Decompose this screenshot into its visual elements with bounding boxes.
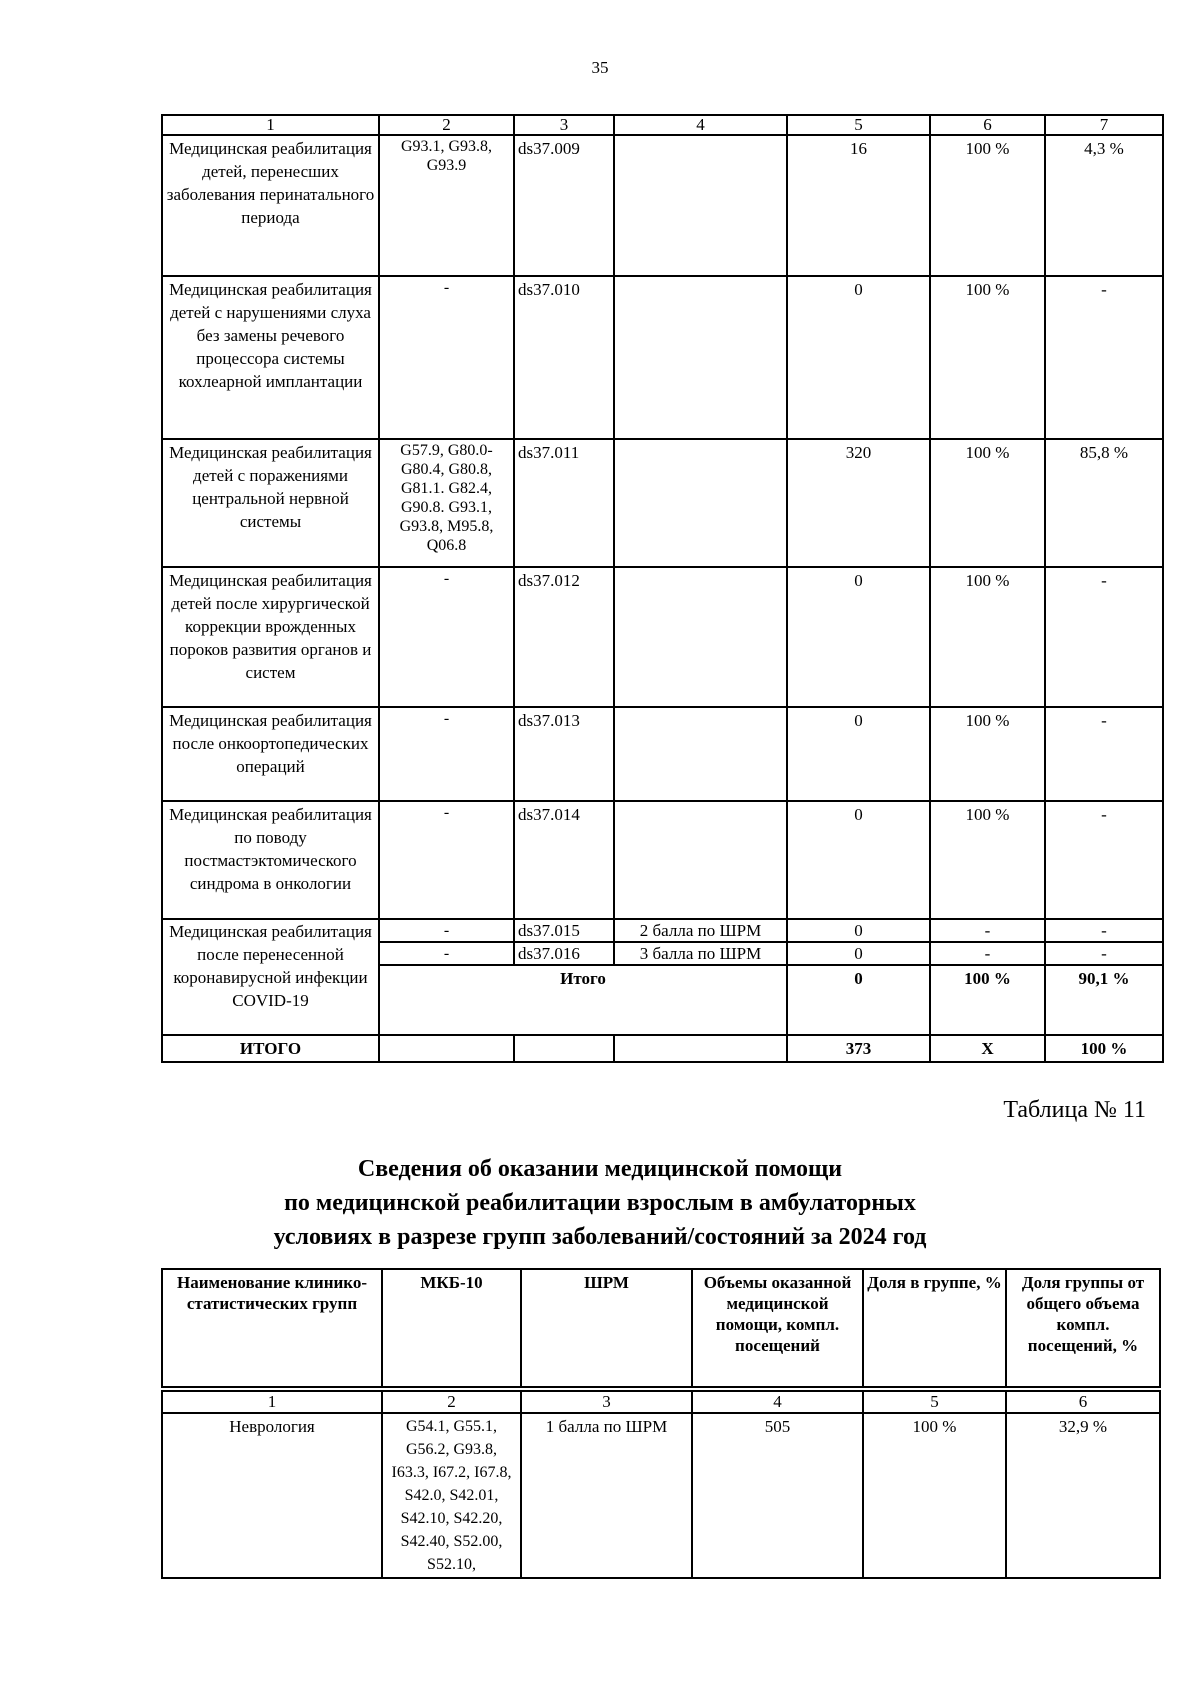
shrm-value <box>614 801 787 919</box>
table-row <box>162 1413 1160 1578</box>
mkb-codes: - <box>379 919 514 942</box>
empty-cell <box>379 1035 514 1062</box>
grand-total-share: X <box>930 1035 1045 1062</box>
mkb-codes: - <box>379 707 514 801</box>
group-share-value: - <box>1045 942 1163 965</box>
col-number: 6 <box>1006 1391 1160 1413</box>
column-number-row <box>162 1391 1160 1413</box>
ksg-code: ds37.015 <box>514 919 614 942</box>
group-share-value: - <box>1045 707 1163 801</box>
empty-cell <box>514 1035 614 1062</box>
volume-value: 0 <box>787 919 930 942</box>
volume-value: 505 <box>692 1413 863 1578</box>
group-name: Медицинская реабилитация детей, перенесших заболевания перинатального периода <box>162 135 379 276</box>
shrm-value <box>614 567 787 707</box>
column-header: Наименование клинико-статистических групп <box>162 1269 382 1387</box>
ksg-code: ds37.011 <box>514 439 614 567</box>
group-name: Медицинская реабилитация детей после хирургической коррекции врожденных пороков развития органов и систем <box>162 567 379 707</box>
title-line: Сведения об оказании медицинской помощи <box>357 1156 843 1182</box>
grand-total-group-share: 100 % <box>1045 1035 1163 1062</box>
shrm-value <box>614 276 787 439</box>
table-row <box>162 707 1163 801</box>
grand-total-row <box>162 1035 1163 1062</box>
volume-value: 0 <box>787 801 930 919</box>
share-value: 100 % <box>930 801 1045 919</box>
col-number: 5 <box>787 115 930 135</box>
rehab-children-table <box>161 114 1164 1063</box>
share-value: - <box>930 919 1045 942</box>
group-name: Неврология <box>162 1413 382 1578</box>
col-number: 4 <box>614 115 787 135</box>
share-value: 100 % <box>930 707 1045 801</box>
column-number-row <box>162 115 1163 135</box>
group-share-value: 32,9 % <box>1006 1413 1160 1578</box>
mkb-codes: G57.9, G80.0-G80.4, G80.8, G81.1. G82.4, G90.8. G93.1, G93.8, M95.8, Q06.8 <box>379 439 514 567</box>
group-share-value: - <box>1045 919 1163 942</box>
ksg-code: ds37.012 <box>514 567 614 707</box>
section-title <box>200 1152 1000 1254</box>
mkb-codes: - <box>379 801 514 919</box>
group-name: Медицинская реабилитация детей с поражениями центральной нервной системы <box>162 439 379 567</box>
col-number: 2 <box>379 115 514 135</box>
volume-value: 0 <box>787 567 930 707</box>
group-share-value: - <box>1045 567 1163 707</box>
column-header: Доля в группе, % <box>863 1269 1006 1387</box>
share-value: 100 % <box>930 276 1045 439</box>
ksg-code: ds37.013 <box>514 707 614 801</box>
col-number: 4 <box>692 1391 863 1413</box>
group-share-value: - <box>1045 801 1163 919</box>
col-number: 3 <box>521 1391 692 1413</box>
grand-total-label: ИТОГО <box>162 1035 379 1062</box>
ksg-code: ds37.010 <box>514 276 614 439</box>
col-number: 7 <box>1045 115 1163 135</box>
header-row <box>162 1269 1160 1387</box>
shrm-value <box>614 707 787 801</box>
volume-value: 0 <box>787 276 930 439</box>
volume-value: 320 <box>787 439 930 567</box>
subtotal-volume: 0 <box>787 965 930 1035</box>
title-line: условиях в разрезе групп заболеваний/состояний за 2024 год <box>273 1224 927 1250</box>
table-number-label: Таблица № 11 <box>1003 1097 1146 1123</box>
page-number: 35 <box>591 58 609 77</box>
group-name: Медицинская реабилитация детей с нарушениями слуха без замены речевого процессора системы кохлеарной имплантации <box>162 276 379 439</box>
column-header: МКБ-10 <box>382 1269 521 1387</box>
share-value: 100 % <box>930 567 1045 707</box>
shrm-value: 1 балла по ШРМ <box>521 1413 692 1578</box>
col-number: 1 <box>162 1391 382 1413</box>
table-row <box>162 801 1163 919</box>
mkb-codes: G54.1, G55.1, G56.2, G93.8, I63.3, I67.2, I67.8, S42.0, S42.01, S42.10, S42.20, S42.40, S52.00, S52.10, <box>382 1413 521 1578</box>
empty-cell <box>614 1035 787 1062</box>
group-share-value: 4,3 % <box>1045 135 1163 276</box>
group-share-value: 85,8 % <box>1045 439 1163 567</box>
col-number: 3 <box>514 115 614 135</box>
col-number: 1 <box>162 115 379 135</box>
volume-value: 0 <box>787 707 930 801</box>
title-line: по медицинской реабилитации взрослым в амбулаторных <box>284 1190 916 1216</box>
subtotal-label: Итого <box>379 965 787 1035</box>
share-value: 100 % <box>930 439 1045 567</box>
grand-total-volume: 373 <box>787 1035 930 1062</box>
shrm-value: 2 балла по ШРМ <box>614 919 787 942</box>
mkb-codes: - <box>379 942 514 965</box>
volume-value: 0 <box>787 942 930 965</box>
shrm-value: 3 балла по ШРМ <box>614 942 787 965</box>
group-name: Медицинская реабилитация после онкоортопедических операций <box>162 707 379 801</box>
col-number: 6 <box>930 115 1045 135</box>
table-row <box>162 919 1163 942</box>
column-header: Доля группы от общего объема компл. посещений, % <box>1006 1269 1160 1387</box>
col-number: 2 <box>382 1391 521 1413</box>
group-share-value: - <box>1045 276 1163 439</box>
ksg-code: ds37.009 <box>514 135 614 276</box>
table-row <box>162 439 1163 567</box>
ksg-code: ds37.016 <box>514 942 614 965</box>
group-name: Медицинская реабилитация по поводу постмастэктомического синдрома в онкологии <box>162 801 379 919</box>
shrm-value <box>614 135 787 276</box>
ksg-code: ds37.014 <box>514 801 614 919</box>
column-header: Объемы оказанной медицинской помощи, компл. посещений <box>692 1269 863 1387</box>
share-value: 100 % <box>863 1413 1006 1578</box>
subtotal-group-share: 90,1 % <box>1045 965 1163 1035</box>
share-value: - <box>930 942 1045 965</box>
volume-value: 16 <box>787 135 930 276</box>
subtotal-share: 100 % <box>930 965 1045 1035</box>
table-row <box>162 135 1163 276</box>
col-number: 5 <box>863 1391 1006 1413</box>
rehab-adults-table <box>161 1268 1161 1579</box>
mkb-codes: - <box>379 567 514 707</box>
group-name: Медицинская реабилитация после перенесенной коронавирусной инфекции COVID-19 <box>162 919 379 1035</box>
mkb-codes: G93.1, G93.8, G93.9 <box>379 135 514 276</box>
table-row <box>162 567 1163 707</box>
table-row <box>162 276 1163 439</box>
shrm-value <box>614 439 787 567</box>
column-header: ШРМ <box>521 1269 692 1387</box>
share-value: 100 % <box>930 135 1045 276</box>
mkb-codes: - <box>379 276 514 439</box>
